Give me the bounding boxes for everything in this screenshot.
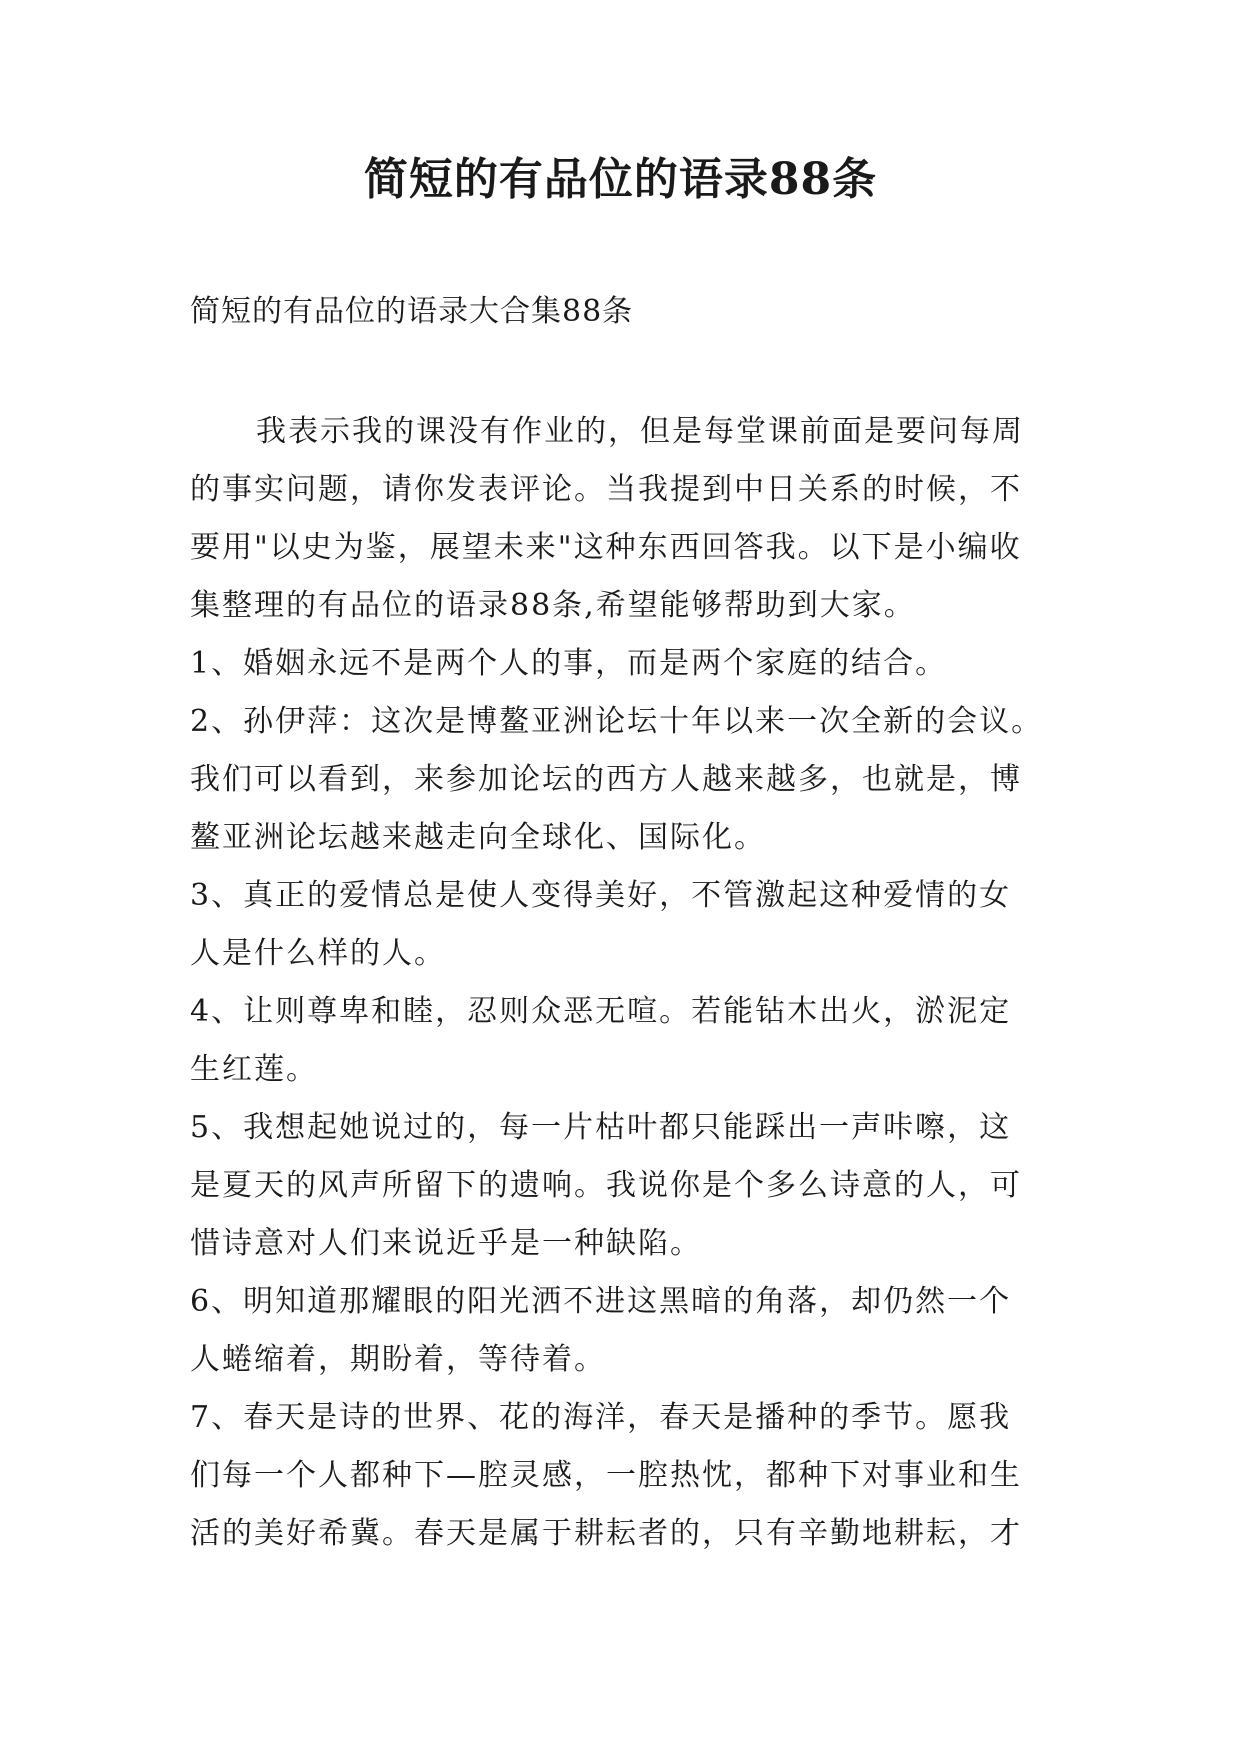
body-line: 是夏天的风声所留下的遗响。我说你是个多么诗意的人，可 bbox=[190, 1168, 1022, 1203]
body-line: 我表示我的课没有作业的，但是每堂课前面是要问每周 bbox=[256, 414, 1024, 449]
page-subtitle: 简短的有品位的语录大合集88条 bbox=[190, 294, 634, 329]
body-line: 惜诗意对人们来说近乎是一种缺陷。 bbox=[190, 1226, 702, 1261]
body-line: 6、明知道那耀眼的阳光洒不进这黑暗的角落，却仍然一个 bbox=[190, 1284, 1012, 1319]
body-line: 1、婚姻永远不是两个人的事，而是两个家庭的结合。 bbox=[190, 646, 948, 681]
body-line: 7、春天是诗的世界、花的海洋，春天是播种的季节。愿我 bbox=[190, 1400, 1012, 1435]
body-line: 4、让则尊卑和睦，忍则众恶无喧。若能钻木出火，淤泥定 bbox=[190, 994, 1012, 1029]
body-line: 人蜷缩着，期盼着，等待着。 bbox=[190, 1342, 606, 1377]
body-line: 我们可以看到，来参加论坛的西方人越来越多，也就是，博 bbox=[190, 762, 1022, 797]
body-line: 5、我想起她说过的，每一片枯叶都只能踩出一声咔嚓，这 bbox=[190, 1110, 1012, 1145]
body-line: 活的美好希冀。春天是属于耕耘者的，只有辛勤地耕耘，才 bbox=[190, 1516, 1022, 1551]
body-line: 要用"以史为鉴，展望未来"这种东西回答我。以下是小编收 bbox=[190, 530, 1022, 565]
body-line: 人是什么样的人。 bbox=[190, 936, 446, 971]
body-line: 集整理的有品位的语录88条,希望能够帮助到大家。 bbox=[190, 588, 916, 623]
body-line: 鳌亚洲论坛越来越走向全球化、国际化。 bbox=[190, 820, 766, 855]
page-title: 简短的有品位的语录88条 bbox=[363, 154, 878, 205]
body-line: 的事实问题，请你发表评论。当我提到中日关系的时候，不 bbox=[190, 472, 1022, 507]
body-line: 2、孙伊萍：这次是博鳌亚洲论坛十年以来一次全新的会议。 bbox=[190, 704, 1044, 739]
body-line: 生红莲。 bbox=[190, 1052, 318, 1087]
body-line: 们每一个人都种下—腔灵感，一腔热忱，都种下对事业和生 bbox=[190, 1458, 1022, 1493]
body-line: 3、真正的爱情总是使人变得美好，不管激起这种爱情的女 bbox=[190, 878, 1012, 913]
